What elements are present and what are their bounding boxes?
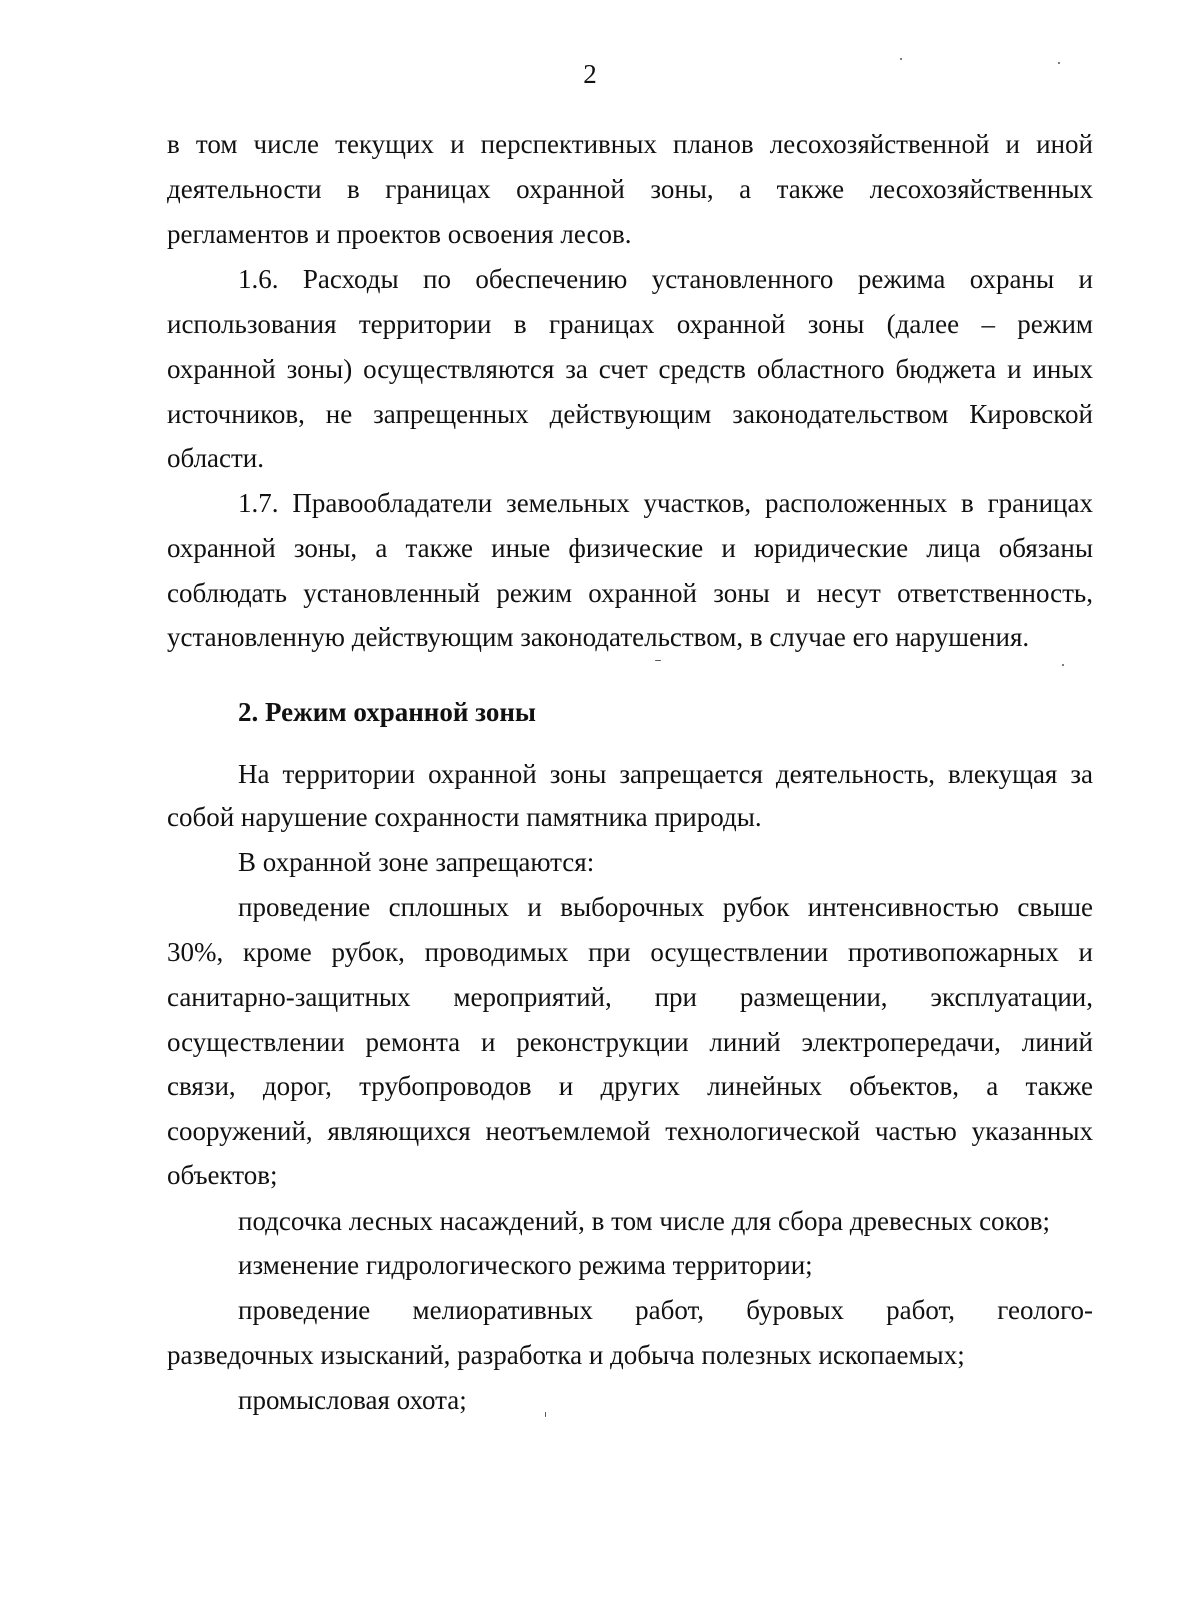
- text-line: На территории охранной зоны запрещается деятельность, влекущая за: [238, 759, 1093, 789]
- text-line: 30%, кроме рубок, проводимых при осуществлении противопожарных и: [167, 937, 1093, 967]
- scan-speck: [1058, 62, 1060, 64]
- text-line: проведение сплошных и выборочных рубок интенсивностью свыше: [238, 892, 1093, 922]
- text-line: области.: [167, 443, 265, 473]
- text-line: разведочных изысканий, разработка и добыча полезных ископаемых;: [167, 1340, 965, 1370]
- text-line: собой нарушение сохранности памятника природы.: [167, 802, 762, 832]
- text-line: 1.6. Расходы по обеспечению установленного режима охраны и: [238, 264, 1093, 294]
- text-line: подсочка лесных насаждений, в том числе для сбора древесных соков;: [238, 1206, 1051, 1236]
- text-line: охранной зоны) осуществляются за счет средств областного бюджета и иных: [167, 354, 1093, 384]
- section-heading: 2. Режим охранной зоны: [238, 697, 536, 727]
- text-line: установленную действующим законодательством, в случае его нарушения.: [167, 622, 1030, 652]
- scan-speck: [1062, 664, 1064, 666]
- text-line: сооружений, являющихся неотъемлемой технологической частью указанных: [167, 1116, 1093, 1146]
- text-line: соблюдать установленный режим охранной зоны и несут ответственность,: [167, 578, 1093, 608]
- text-line: источников, не запрещенных действующим законодательством Кировской: [167, 399, 1093, 429]
- page-number: 2: [583, 59, 597, 89]
- scan-speck: [655, 660, 661, 661]
- scan-speck: [900, 58, 902, 60]
- text-line: промысловая охота;: [238, 1385, 467, 1415]
- text-line: объектов;: [167, 1160, 278, 1190]
- scan-speck: [545, 1412, 546, 1417]
- text-line: использования территории в границах охранной зоны (далее – режим: [167, 309, 1093, 339]
- text-line: регламентов и проектов освоения лесов.: [167, 219, 632, 249]
- text-line: 1.7. Правообладатели земельных участков, расположенных в границах: [238, 488, 1093, 518]
- text-line: проведение мелиоративных работ, буровых работ, геолого-: [238, 1295, 1093, 1325]
- text-line: в том числе текущих и перспективных планов лесохозяйственной и иной: [167, 129, 1093, 159]
- text-line: связи, дорог, трубопроводов и других линейных объектов, а также: [167, 1071, 1093, 1101]
- text-line: санитарно-защитных мероприятий, при размещении, эксплуатации,: [167, 982, 1093, 1012]
- text-line: охранной зоны, а также иные физические и юридические лица обязаны: [167, 533, 1093, 563]
- text-line: В охранной зоне запрещаются:: [238, 847, 595, 877]
- text-line: деятельности в границах охранной зоны, а также лесохозяйственных: [167, 174, 1093, 204]
- text-line: изменение гидрологического режима территории;: [238, 1250, 813, 1280]
- text-line: осуществлении ремонта и реконструкции линий электропередачи, линий: [167, 1027, 1093, 1057]
